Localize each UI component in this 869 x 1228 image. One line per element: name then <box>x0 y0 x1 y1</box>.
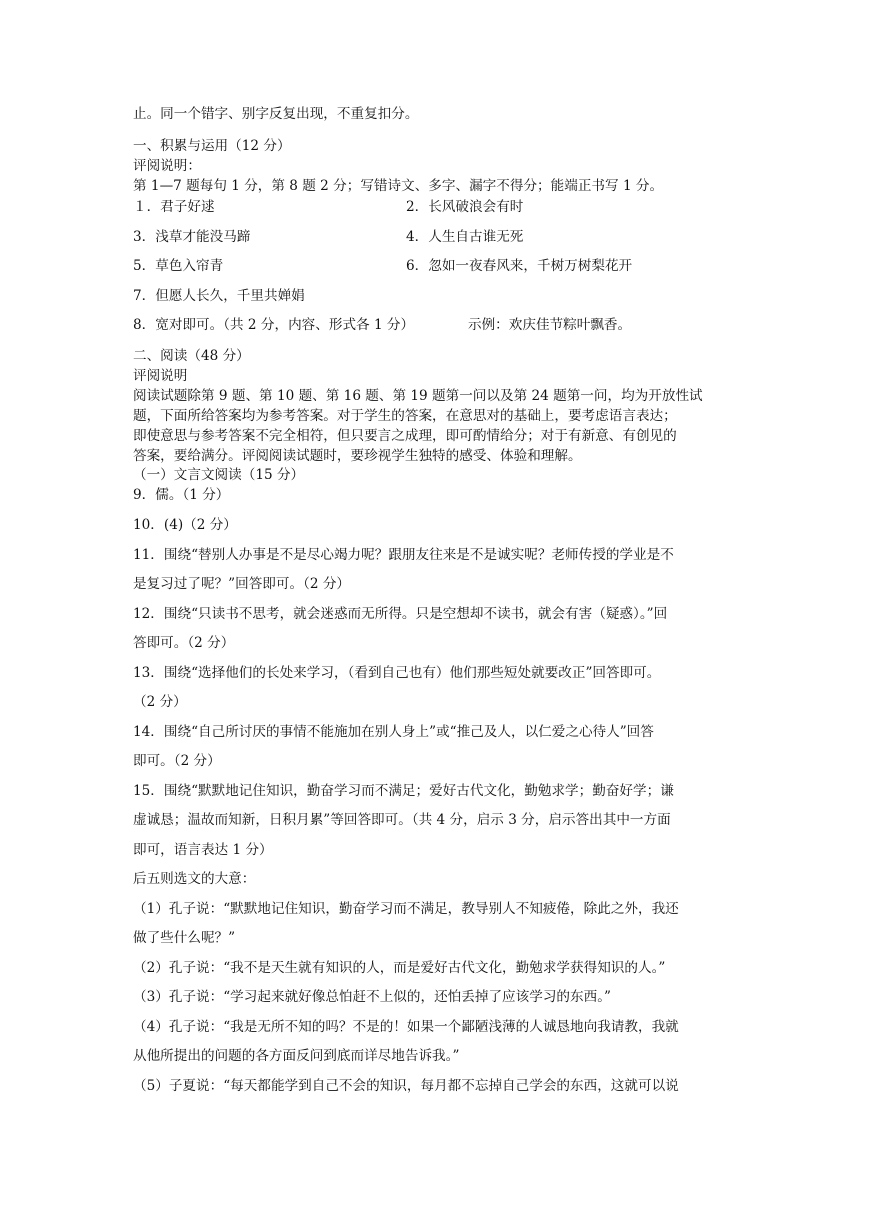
subsection-heading: （一）文言文阅读（15 分） <box>133 467 305 483</box>
answer-6: 6．忽如一夜春风来，千树万树梨花开 <box>406 258 633 274</box>
answer-3: 3．浅草才能没马蹄 <box>133 229 251 245</box>
text-line: 后五则选文的大意： <box>133 871 256 887</box>
answer-8: 8．宽对即可。（共 2 分，内容、形式各 1 分） <box>133 317 415 333</box>
answer-7: 7．但愿人长久，千里共婵娟 <box>133 288 305 304</box>
text-line: 即使意思与参考答案不完全相符，但只要言之成理，即可酌情给分；对于有新意、有创见的 <box>133 428 677 444</box>
translation-5: （5）子夏说：“每天都能学到自己不会的知识，每月都不忘掉自己学会的东西，这就可以说 <box>133 1078 679 1094</box>
answer-11: 11．围绕“替别人办事是不是尽心竭力呢？跟朋友往来是不是诚实呢？老师传授的学业是不 <box>133 547 674 563</box>
answer-15: 15．围绕“默默地记住知识，勤奋学习而不满足；爱好古代文化，勤勉求学；勤奋好学；谦 <box>133 783 674 799</box>
text-line: 评阅说明： <box>133 158 201 174</box>
answer-12-cont: 答即可。（2 分） <box>133 635 235 651</box>
answer-12: 12．围绕“只读书不思考，就会迷惑而无所得。只是空想却不读书，就会有害（疑惑）。”回 <box>133 606 668 622</box>
text-line: 答案，要给满分。评阅阅读试题时，要珍视学生独特的感受、体验和理解。 <box>133 448 582 464</box>
answer-14-cont: 即可。（2 分） <box>133 753 221 769</box>
answer-13-cont: （2 分） <box>133 694 187 710</box>
text-line: 阅读试题除第 9 题、第 10 题、第 16 题、第 19 题第一问以及第 24 题第一问，均为开放性试 <box>133 388 703 404</box>
answer-9: 9．儒。（1 分） <box>133 487 230 503</box>
translation-4-cont: 从他所提出的问题的各方面反问到底而详尽地告诉我。” <box>133 1048 460 1064</box>
answer-11-cont: 是复习过了呢？”回答即可。（2 分） <box>133 576 351 592</box>
text-line: 第 1—7 题每句 1 分，第 8 题 2 分；写错诗文、多字、漏字不得分；能端正书写 1 分。 <box>133 178 664 194</box>
translation-2: （2）孔子说：“我不是天生就有知识的人，而是爱好古代文化，勤勉求学获得知识的人。” <box>133 960 666 976</box>
section-heading: 二、阅读（48 分） <box>133 348 250 364</box>
translation-3: （3）孔子说：“学习起来就好像总怕赶不上似的，还怕丢掉了应该学习的东西。” <box>133 989 611 1005</box>
answer-14: 14．围绕“自己所讨厌的事情不能施加在别人身上”或“推己及人，以仁爱之心待人”回答 <box>133 724 654 740</box>
answer-5: 5．草色入帘青 <box>133 258 224 274</box>
text-line: 止。同一个错字、别字反复出现，不重复扣分。 <box>133 106 419 122</box>
answer-8-example: 示例：欢庆佳节粽叶飘香。 <box>468 317 632 333</box>
translation-1: （1）孔子说：“默默地记住知识，勤奋学习而不满足，教导别人不知疲倦，除此之外，我还 <box>133 901 679 917</box>
answer-2: 2．长风破浪会有时 <box>406 199 524 215</box>
translation-4: （4）孔子说：“我是无所不知的吗？不是的！如果一个鄙陋浅薄的人诚恳地向我请教，我就 <box>133 1019 679 1035</box>
text-line: 评阅说明 <box>133 368 188 384</box>
answer-15-cont: 即可，语言表达 1 分） <box>133 842 273 858</box>
translation-1-cont: 做了些什么呢？” <box>133 930 236 946</box>
section-heading: 一、积累与运用（12 分） <box>133 138 291 154</box>
answer-10: 10．(4)（2 分） <box>133 517 237 533</box>
answer-1: １．君子好逑 <box>133 199 215 215</box>
answer-15-cont: 虚诚恳；温故而知新，日积月累”等回答即可。（共 4 分，启示 3 分，启示答出其中一方面 <box>133 812 671 828</box>
text-line: 题，下面所给答案均为参考答案。对于学生的答案，在意思对的基础上，要考虑语言表达； <box>133 408 677 424</box>
answer-13: 13．围绕“选择他们的长处来学习，（看到自己也有）他们那些短处就要改正”回答即可。 <box>133 665 661 681</box>
answer-4: 4．人生自古谁无死 <box>406 229 524 245</box>
